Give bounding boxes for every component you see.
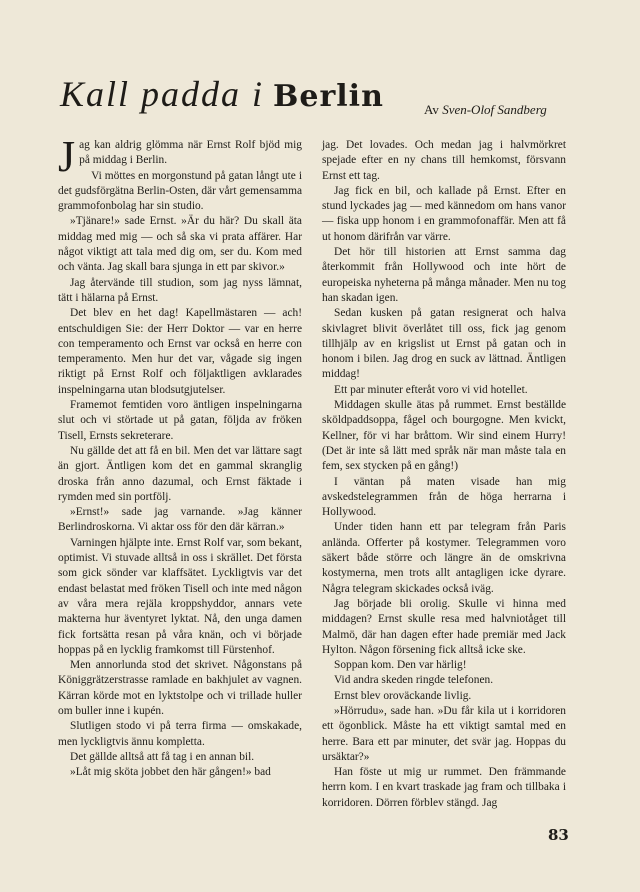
page-number: 83 (548, 826, 569, 844)
paragraph: Vi möttes en morgonstund på gatan långt ute i det gudsförgätna Berlin-Osten, där vårt gemensamma grammofonbolag har sin studio. (58, 169, 302, 213)
drop-cap: J (58, 132, 76, 181)
paragraph: Jag började bli orolig. Skulle vi hinna med middagen? Ernst skulle resa med halvniotåget till Malmö, där han dagen efter hade premiär med Jack Hylton. Någon försening fick alltså icke ske. (322, 597, 566, 656)
paragraph: Jag fick en bil, och kallade på Ernst. Efter en stund lyckades jag — med kännedom om hans vanor — fiska upp honom i en grammofonaffär. Men att få ut honom därifrån var värre. (322, 184, 566, 243)
paragraph: Ernst blev oroväckande livlig. (334, 689, 472, 702)
paragraph: »Ernst!» sade jag varnande. »Jag känner Berlindroskorna. Vi aktar oss för den där kärran.» (58, 506, 302, 534)
paragraph: Det hör till historien att Ernst samma dag återkommit från Hollywood och inte hört de europeiska nyheterna på många månader. Men nu tog han skadan igen. (322, 246, 566, 304)
paragraph: Soppan kom. Den var härlig! (334, 659, 467, 672)
paragraph: Slutligen stodo vi på terra firma — omskakade, men lyckligtvis ännu kompletta. (58, 720, 302, 748)
paragraph: Det gällde alltså att få tag i en annan bil. (70, 750, 255, 763)
paragraph: Vid andra skeden ringde telefonen. (334, 674, 494, 687)
paragraph: Middagen skulle ätas på rummet. Ernst beställde sköldpaddsoppa, fågel och bourgogne. Men kvickt, Kellner, för vi har bråttom. Wir sind einem Hurry! (Det är inte så lätt med språk när man måste tala en fem, sex stycken på en gång!) (322, 399, 566, 473)
byline-prefix: Av (424, 102, 439, 117)
paragraph: Det blev en het dag! Kapellmästaren — ach! entschuldigen Sie: der Herr Doktor — var en herre con temperamento och Ernst var också en herre con temperamento. Men hur det var, vågade sig ingen riktigt på Ernst Rolf och följaktligen avklarades inspelningarna utan blodsutgjutelser. (58, 307, 302, 396)
paragraph: jag. Det lovades. Och medan jag i halvmörkret spejade efter en ny chans till hemkomst, försvann Ernst ett tag. (322, 139, 566, 182)
paragraph: Framemot femtiden voro äntligen inspelningarna slut och vi störtade ut på gatan, följda av fröken Tisell, Ernsts sekreterare. (58, 399, 302, 442)
paragraph: »Tjänare!» sade Ernst. »Är du här? Du skall äta middag med mig — och så ska vi prata affärer. Har något viktigt att tala med dig om, ser du. Kom med och vänta. Jag skall bara sjunga in ett par skivor.» (58, 215, 302, 274)
paragraph: Sedan kusken på gatan resignerat och halva skivlagret blivit överlåtet till oss, fick jag genom tillhjälp av en krigslist ut Ernst på gatan och in honom i bilen. Jag drog en suck av lättnad. Äntligen middag! (322, 307, 566, 381)
title-bold: Berlin (273, 79, 384, 114)
paragraph: Men annorlunda stod det skrivet. Någonstans på Königgrätzerstrasse ramlade en bakhjulet av vagnen. Kärran körde mot en lyktstolpe och vi trillade huller om buller inne i kupén. (58, 659, 302, 717)
paragraph: »Hörrudu», sade han. »Du får kila ut i korridoren ett ögonblick. Måste ha ett viktigt samtal med en herre. Bara ett par minuter, det svär jag. Hoppas du ursäktar?» (322, 704, 566, 763)
paragraph: Varningen hjälpte inte. Ernst Rolf var, som bekant, optimist. Vi stuvade alltså in oss i skrället. Det första som gick sönder var klaffsätet. Lyckligtvis var det endast belastat med fröken Tisell och inte med någon av våra mera rejäla kroppshyddor, annars vete makterna hur äventyret lyktat. Nå, den unga damen fick fortsätta resan på våra knän, och vi började hoppas på en lycklig framkomst till Fürstenhof. (58, 536, 302, 656)
right-column (322, 138, 566, 811)
left-column (58, 132, 302, 780)
title-italic: Kall padda i (60, 74, 265, 114)
paragraph: Jag kan aldrig glömma när Ernst Rolf bjöd mig på middag i Berlin. (58, 132, 302, 181)
paragraph: Ett par minuter efteråt voro vi vid hotellet. (334, 383, 528, 396)
paragraph: Under tiden hann ett par telegram från Paris anlända. Offerter på kostymer. Telegrammen voro säkert både större och längre än de omskrivna kostymerna, men trots allt antagligen icke dyrare. Några telegram skickades också iväg. (322, 521, 566, 595)
byline (424, 102, 547, 118)
byline-author: Sven-Olof Sandberg (442, 102, 547, 117)
paragraph: I väntan på maten visade han mig avskedstelegrammen från de höga herrarna i Hollywood. (322, 475, 566, 519)
paragraph: »Låt mig sköta jobbet den här gången!» bad (70, 766, 271, 779)
article-title (60, 72, 384, 119)
paragraph: Nu gällde det att få en bil. Men det var lättare sagt än gjort. Äntligen kom det en gammal skranglig droska från anno dazumal, och Ernst fäktade i rymden med sin portfölj. (58, 444, 302, 503)
paragraph: Jag återvände till studion, som jag nyss lämnat, tätt i hälarna på Ernst. (58, 276, 302, 304)
paragraph: Han föste ut mig ur rummet. Den främmande herrn kom. I en kvart traskade jag fram och tillbaka i korridoren. Dörren förblev stängd. Jag (322, 766, 566, 809)
